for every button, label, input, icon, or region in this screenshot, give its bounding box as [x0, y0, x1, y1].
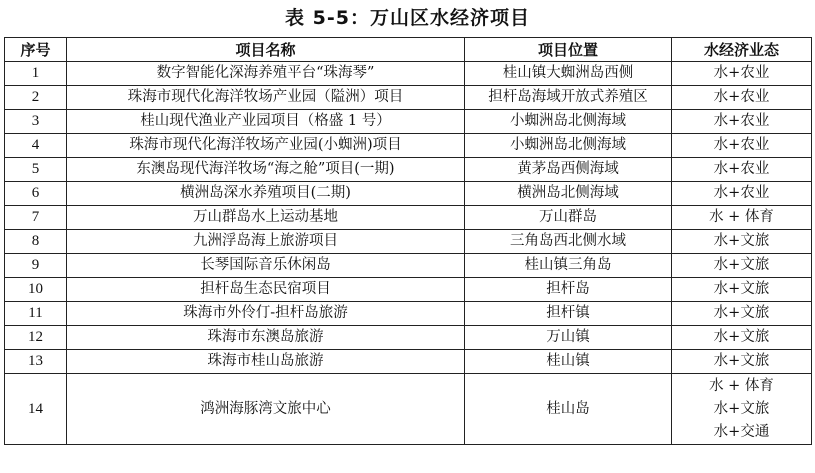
cell-no: 3	[5, 110, 67, 134]
cell-economy-mode	[672, 254, 812, 278]
cell-economy-mode	[672, 278, 812, 302]
cell-project-name: 长琴国际音乐休闲岛	[67, 254, 465, 278]
cell-project-name: 珠海市东澳岛旅游	[67, 326, 465, 350]
header-mode: 水经济业态	[672, 38, 812, 62]
cell-project-location: 桂山镇大蜘洲岛西侧	[465, 62, 672, 86]
table-row	[5, 278, 812, 302]
header-name: 项目名称	[67, 38, 465, 62]
cell-economy-mode	[672, 62, 812, 86]
cell-project-location: 小蜘洲岛北侧海域	[465, 110, 672, 134]
cell-no: 2	[5, 86, 67, 110]
cell-no: 1	[5, 62, 67, 86]
cell-project-name: 万山群岛水上运动基地	[67, 206, 465, 230]
cell-project-name: 东澳岛现代海洋牧场“海之舱”项目(一期)	[67, 158, 465, 182]
header-no: 序号	[5, 38, 67, 62]
cell-economy-mode	[672, 158, 812, 182]
cell-project-name: 珠海市现代化海洋牧场产业园（隘洲）项目	[67, 86, 465, 110]
table-row	[5, 86, 812, 110]
economy-mode-label: 水+农业	[713, 113, 770, 129]
cell-project-name: 横洲岛深水养殖项目(二期)	[67, 182, 465, 206]
table-row	[5, 326, 812, 350]
table-title: 表 5-5：万山区水经济项目	[285, 7, 530, 29]
table-header	[5, 38, 812, 62]
cell-no: 9	[5, 254, 67, 278]
cell-no: 4	[5, 134, 67, 158]
table-body	[5, 62, 812, 445]
cell-economy-mode	[672, 326, 812, 350]
cell-project-name: 珠海市桂山岛旅游	[67, 350, 465, 374]
cell-project-name: 珠海市外伶仃-担杆岛旅游	[67, 302, 465, 326]
economy-mode-label: 水+文旅	[713, 305, 770, 321]
cell-no: 11	[5, 302, 67, 326]
economy-mode-label: 水+文旅	[713, 281, 770, 297]
economy-mode-label: 水+交通	[713, 423, 770, 440]
cell-project-location: 担杆镇	[465, 302, 672, 326]
cell-project-location: 担杆岛	[465, 278, 672, 302]
table-row	[5, 110, 812, 134]
cell-economy-mode	[672, 86, 812, 110]
cell-no: 6	[5, 182, 67, 206]
cell-project-name: 桂山现代渔业产业园项目（格盛 1 号）	[67, 110, 465, 134]
cell-project-location: 桂山镇三角岛	[465, 254, 672, 278]
cell-no: 8	[5, 230, 67, 254]
table-row	[5, 230, 812, 254]
cell-project-location: 桂山岛	[465, 374, 672, 445]
cell-project-name: 担杆岛生态民宿项目	[67, 278, 465, 302]
cell-project-location: 黄茅岛西侧海域	[465, 158, 672, 182]
cell-no: 10	[5, 278, 67, 302]
table-row	[5, 206, 812, 230]
cell-project-location: 担杆岛海域开放式养殖区	[465, 86, 672, 110]
economy-mode-label: 水+文旅	[713, 400, 770, 417]
cell-no: 7	[5, 206, 67, 230]
table-row	[5, 134, 812, 158]
table-row	[5, 374, 812, 445]
cell-economy-mode	[672, 182, 812, 206]
cell-project-location: 横洲岛北侧海域	[465, 182, 672, 206]
economy-mode-label: 水+农业	[713, 137, 770, 153]
cell-no: 13	[5, 350, 67, 374]
cell-economy-mode	[672, 206, 812, 230]
economy-mode-label: 水+文旅	[713, 353, 770, 369]
cell-project-location: 万山镇	[465, 326, 672, 350]
cell-project-name: 珠海市现代化海洋牧场产业园(小蜘洲)项目	[67, 134, 465, 158]
cell-no: 12	[5, 326, 67, 350]
cell-no: 5	[5, 158, 67, 182]
table-row	[5, 350, 812, 374]
cell-economy-mode	[672, 110, 812, 134]
header-location: 项目位置	[465, 38, 672, 62]
economy-mode-label: 水+文旅	[713, 233, 770, 249]
table-row	[5, 182, 812, 206]
cell-economy-mode	[672, 374, 812, 445]
cell-project-name: 数字智能化深海养殖平台“珠海琴”	[67, 62, 465, 86]
economy-mode-label: 水+农业	[713, 65, 770, 81]
cell-economy-mode	[672, 350, 812, 374]
cell-economy-mode	[672, 230, 812, 254]
economy-mode-label: 水+农业	[713, 89, 770, 105]
table-row	[5, 158, 812, 182]
cell-project-location: 小蜘洲岛北侧海域	[465, 134, 672, 158]
economy-mode-label: 水+农业	[713, 185, 770, 201]
economy-mode-label: 水+文旅	[713, 257, 770, 273]
economy-mode-label: 水 + 体育	[709, 377, 774, 394]
table-row	[5, 302, 812, 326]
table-row	[5, 62, 812, 86]
cell-economy-mode	[672, 302, 812, 326]
cell-project-location: 万山群岛	[465, 206, 672, 230]
cell-project-location: 三角岛西北侧水域	[465, 230, 672, 254]
cell-no: 14	[5, 374, 67, 445]
cell-project-name: 九洲浮岛海上旅游项目	[67, 230, 465, 254]
economy-mode-label: 水+文旅	[713, 329, 770, 345]
water-economy-table	[4, 37, 812, 445]
cell-project-location: 桂山镇	[465, 350, 672, 374]
economy-mode-label: 水+农业	[713, 161, 770, 177]
economy-mode-label: 水 + 体育	[709, 209, 774, 225]
table-row	[5, 254, 812, 278]
header-row	[5, 38, 812, 62]
cell-economy-mode	[672, 134, 812, 158]
cell-project-name: 鸿洲海豚湾文旅中心	[67, 374, 465, 445]
